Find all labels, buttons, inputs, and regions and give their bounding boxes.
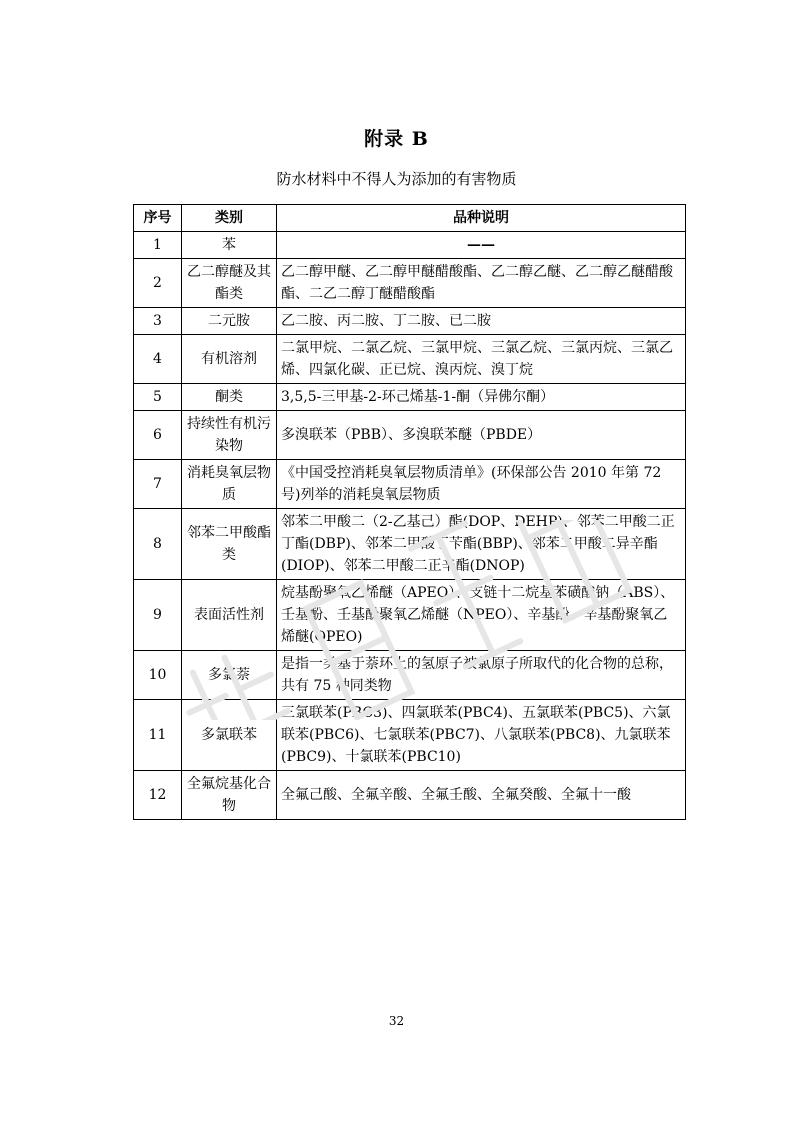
row-no: 12 (134, 771, 182, 820)
row-category: 多氯联苯 (182, 700, 277, 771)
table-row (134, 509, 686, 580)
row-category: 持续性有机污染物 (182, 411, 277, 460)
row-category: 全氟烷基化合物 (182, 771, 277, 820)
table-row (134, 308, 686, 335)
table-row (134, 460, 686, 509)
header-no: 序号 (134, 205, 182, 232)
row-category: 表面活性剂 (182, 580, 277, 651)
page-number: 32 (388, 1014, 405, 1028)
table-title: 防水材料中不得人为添加的有害物质 (276, 170, 517, 188)
header-category: 类别 (182, 205, 277, 232)
row-category: 酮类 (182, 384, 277, 411)
row-no: 10 (134, 651, 182, 700)
row-no: 4 (134, 335, 182, 384)
row-description: 3,5,5-三甲基-2-环己烯基-1-酮（异佛尔酮） (277, 384, 686, 411)
header-description: 品种说明 (277, 205, 686, 232)
row-no: 11 (134, 700, 182, 771)
row-category: 二元胺 (182, 308, 277, 335)
row-category: 多氯萘 (182, 651, 277, 700)
table-row (134, 232, 686, 259)
row-no: 2 (134, 259, 182, 308)
table-row (134, 651, 686, 700)
row-description: 是指一类基于萘环上的氢原子被氯原子所取代的化合物的总称，共有 75 种同类物 (277, 651, 686, 700)
row-description: 二氯甲烷、二氯乙烷、三氯甲烷、三氯乙烷、三氯丙烷、三氯乙烯、四氯化碳、正已烷、溴丙烷、溴丁烷 (277, 335, 686, 384)
row-no: 9 (134, 580, 182, 651)
table-row (134, 411, 686, 460)
row-no: 6 (134, 411, 182, 460)
table-row (134, 771, 686, 820)
row-no: 3 (134, 308, 182, 335)
row-description: —— (277, 232, 686, 259)
row-category: 有机溶剂 (182, 335, 277, 384)
row-no: 8 (134, 509, 182, 580)
row-description: 乙二醇甲醚、乙二醇甲醚醋酸酯、乙二醇乙醚、乙二醇乙醚醋酸酯、二乙二醇丁醚醋酸酯 (277, 259, 686, 308)
row-category: 消耗臭氧层物质 (182, 460, 277, 509)
hazardous-substances-table (133, 204, 686, 820)
row-description: 乙二胺、丙二胺、丁二胺、已二胺 (277, 308, 686, 335)
table-row (134, 384, 686, 411)
row-no: 5 (134, 384, 182, 411)
row-description: 邻苯二甲酸二（2-乙基己）酯(DOP、DEHP)、邻苯二甲酸二正丁酯(DBP)、邻苯二甲酸丁苄酯(BBP)、邻苯二甲酸二异辛酯(DIOP)、邻苯二甲酸二正辛酯(DNOP) (277, 509, 686, 580)
row-description: 三氯联苯(PBC3)、四氯联苯(PBC4)、五氯联苯(PBC5)、六氯联苯(PBC6)、七氯联苯(PBC7)、八氯联苯(PBC8)、九氯联苯(PBC9)、十氯联苯(PBC10) (277, 700, 686, 771)
row-no: 7 (134, 460, 182, 509)
table-row (134, 700, 686, 771)
row-category: 苯 (182, 232, 277, 259)
row-description: 多溴联苯（PBB）、多溴联苯醚（PBDE） (277, 411, 686, 460)
table-row (134, 335, 686, 384)
table-row (134, 259, 686, 308)
row-category: 乙二醇醚及其酯类 (182, 259, 277, 308)
table-header-row (134, 205, 686, 232)
row-category: 邻苯二甲酸酯类 (182, 509, 277, 580)
row-no: 1 (134, 232, 182, 259)
row-description: 烷基酚聚氧乙烯醚（APEO）、支链十二烷基苯磺酸钠（ABS）、壬基酚、壬基酚聚氧乙烯醚（NPEO）、辛基酚、辛基酚聚氧乙烯醚(OPEO) (277, 580, 686, 651)
row-description: 《中国受控消耗臭氧层物质清单》(环保部公告 2010 年第 72 号)列举的消耗臭氧层物质 (277, 460, 686, 509)
appendix-title: 附录 B (364, 128, 429, 150)
row-description: 全氟己酸、全氟辛酸、全氟壬酸、全氟癸酸、全氟十一酸 (277, 771, 686, 820)
table-row (134, 580, 686, 651)
